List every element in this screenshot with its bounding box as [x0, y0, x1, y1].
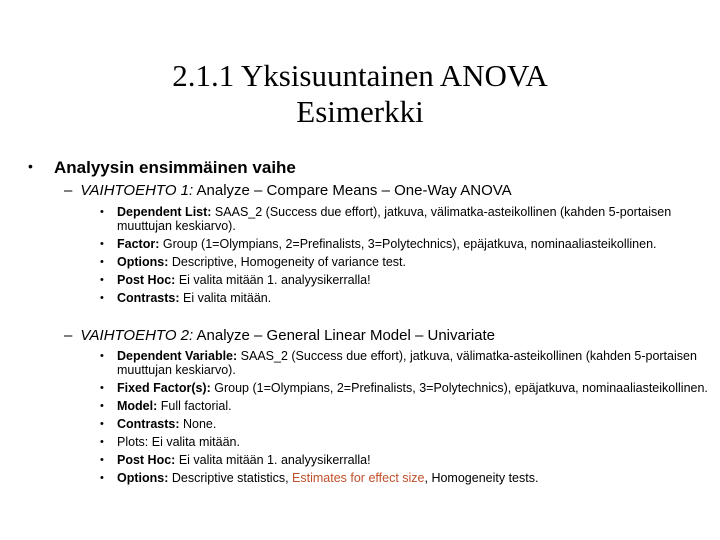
item-text: Group (1=Olympians, 2=Prefinalists, 3=Polytechnics), epäjatkuva, nominaaliasteikollinen.: [210, 380, 708, 395]
item-text: Group (1=Olympians, 2=Prefinalists, 3=Polytechnics), epäjatkuva, nominaaliasteikollinen.: [159, 236, 657, 251]
bullet-marker: •: [100, 399, 104, 412]
list-item: [100, 436, 715, 450]
bullet-marker: •: [100, 350, 104, 362]
bullet-marker: •: [100, 453, 104, 466]
item-label: Options:: [117, 254, 169, 269]
bullet-marker: •: [100, 255, 104, 268]
item-text: Ei valita mitään 1. analyysikerralla!: [175, 452, 371, 467]
list-item: [100, 274, 715, 288]
item-label: Contrasts:: [117, 416, 180, 431]
item-text: Descriptive, Homogeneity of variance test.: [168, 254, 406, 269]
list-item: [100, 292, 715, 306]
list-item: [100, 206, 715, 233]
item-text: SAAS_2 (Success due effort), jatkuva, välimatka-asteikollinen (kahden 5-portaisen muuttujan keskiarvo).: [117, 349, 697, 377]
item-text: Descriptive statistics,: [168, 470, 293, 485]
item-label: Fixed Factor(s):: [117, 380, 211, 395]
item-text: Ei valita mitään.: [179, 290, 272, 305]
list-item: [100, 256, 715, 270]
list-item: [100, 350, 715, 377]
item-label: Contrasts:: [117, 290, 180, 305]
item-label: Factor:: [117, 236, 160, 251]
option2-heading: [64, 327, 495, 344]
slide-title: [0, 58, 720, 130]
bullet-marker: •: [28, 158, 33, 174]
bullet-marker: •: [100, 273, 104, 286]
bullet-marker: •: [100, 435, 104, 448]
list-item: [100, 472, 715, 486]
item-text: SAAS_2 (Success due effort), jatkuva, välimatka-asteikollinen (kahden 5-portaisen muuttujan keskiarvo).: [117, 205, 672, 233]
main-bullet: [28, 158, 296, 178]
dash-marker: –: [64, 182, 73, 199]
item-text-tail: , Homogeneity tests.: [424, 470, 539, 485]
option2-heading-label: VAIHTOEHTO 2:: [80, 327, 194, 344]
list-item: [100, 454, 715, 468]
bullet-marker: •: [100, 381, 104, 394]
item-label: Dependent Variable:: [117, 349, 238, 363]
item-text: Plots: Ei valita mitään.: [117, 434, 240, 449]
slide-title-line1: 2.1.1 Yksisuuntainen ANOVA: [172, 58, 548, 93]
list-item: [100, 418, 715, 432]
item-label: Post Hoc:: [117, 272, 176, 287]
item-text: Ei valita mitään 1. analyysikerralla!: [175, 272, 371, 287]
option1-heading-label: VAIHTOEHTO 1:: [80, 182, 194, 199]
list-item: [100, 382, 715, 396]
list-item: [100, 238, 715, 252]
item-label: Model:: [117, 398, 158, 413]
bullet-marker: •: [100, 417, 104, 430]
main-bullet-text: Analyysin ensimmäinen vaihe: [54, 158, 296, 177]
item-text: None.: [179, 416, 217, 431]
option2-list: [100, 350, 715, 490]
option1-list: [100, 206, 715, 310]
bullet-marker: •: [100, 471, 104, 484]
bullet-marker: •: [100, 206, 104, 218]
highlighted-option: Estimates for effect size: [292, 470, 425, 485]
option1-heading: [64, 182, 512, 199]
bullet-marker: •: [100, 291, 104, 304]
option1-heading-path: Analyze – Compare Means – One-Way ANOVA: [193, 182, 512, 199]
item-label: Options:: [117, 470, 169, 485]
option2-heading-path: Analyze – General Linear Model – Univariate: [193, 327, 496, 344]
item-label: Post Hoc:: [117, 452, 176, 467]
dash-marker: –: [64, 327, 73, 344]
list-item: [100, 400, 715, 414]
slide-title-line2: Esimerkki: [296, 94, 424, 129]
item-label: Dependent List:: [117, 205, 212, 219]
bullet-marker: •: [100, 237, 104, 250]
item-text: Full factorial.: [157, 398, 232, 413]
